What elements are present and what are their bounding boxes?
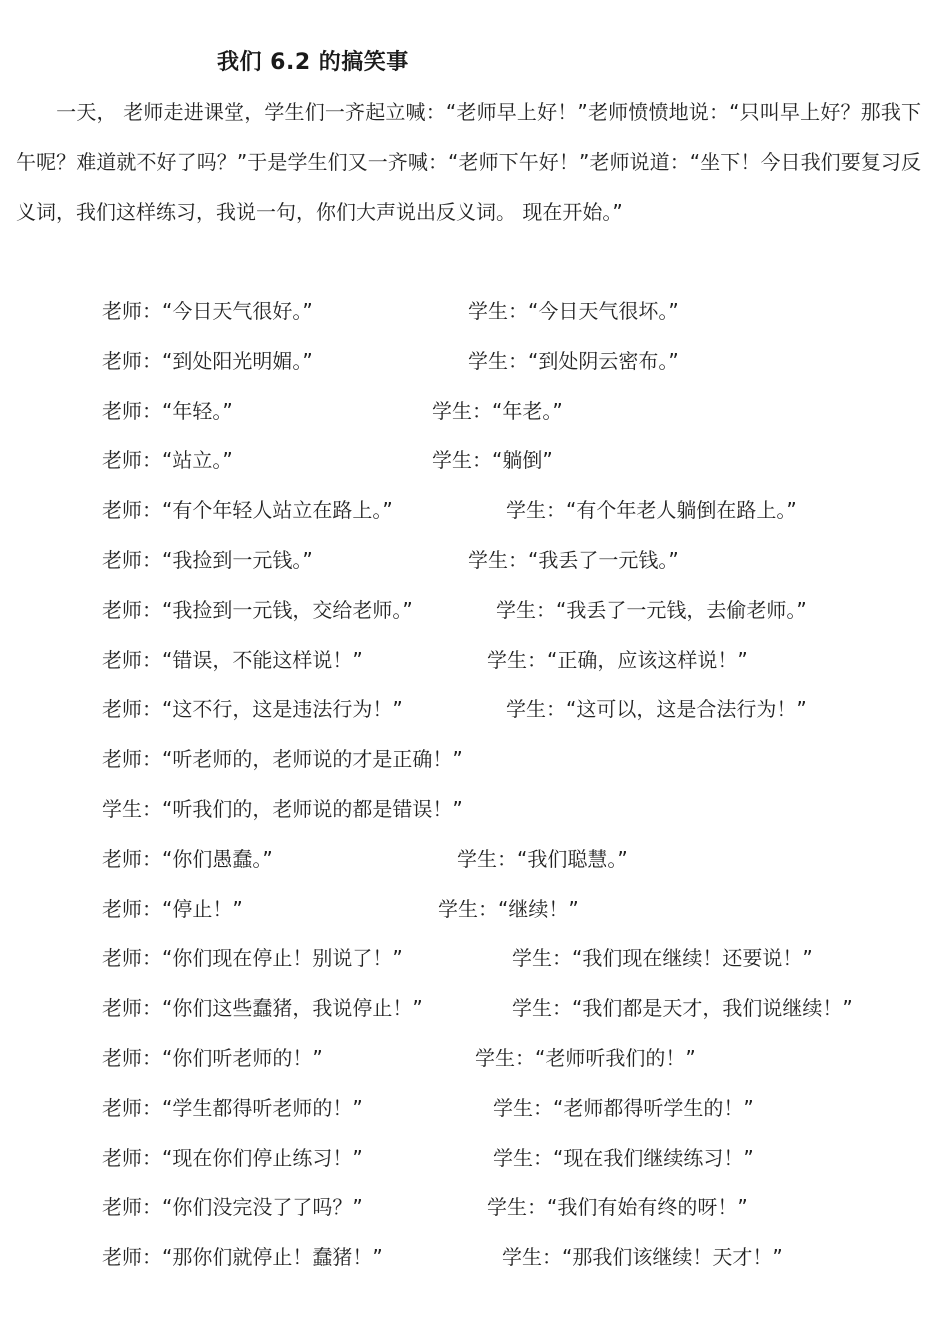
dialogue-row (102, 1084, 932, 1134)
dialogue-row (102, 984, 932, 1034)
dialogue-row (102, 685, 932, 735)
teacher-line: 老师：“听老师的，老师说的才是正确！” (102, 747, 463, 772)
teacher-line: 老师：“到处阳光明媚。” (102, 348, 313, 373)
teacher-line: 老师：“今日天气很好。” (102, 299, 313, 323)
dialogue-row (102, 387, 932, 437)
dialogue-row (102, 486, 932, 536)
teacher-line: 老师：“我捡到一元钱，交给老师。” (102, 597, 413, 622)
student-line: 学生：“我们有始有终的呀！” (487, 1195, 748, 1220)
teacher-line: 老师：“学生都得听老师的！” (102, 1095, 363, 1120)
student-line: 学生：“老师都得听学生的！” (493, 1095, 754, 1120)
dialogue-row (102, 885, 932, 935)
dialogue-row (102, 337, 932, 387)
intro-paragraph (16, 88, 921, 237)
teacher-line: 老师：“你们愚蠢。” (102, 846, 273, 871)
student-line: 学生：“我丢了一元钱，去偷老师。” (496, 597, 807, 622)
teacher-line: 老师：“那你们就停止！蠢猪！” (102, 1245, 383, 1270)
teacher-line: 老师：“这不行，这是违法行为！” (102, 697, 403, 722)
student-line: 学生：“继续！” (438, 896, 579, 921)
dialogue-row (102, 934, 932, 984)
student-line: 学生：“我们都是天才，我们说继续！” (512, 996, 853, 1021)
student-line: 学生：“有个年老人躺倒在路上。” (506, 498, 797, 523)
student-line: 学生：“我们聪慧。” (457, 846, 628, 871)
dialogue-row (102, 636, 932, 686)
teacher-line: 老师：“站立。” (102, 448, 233, 473)
teacher-line: 老师：“你们没完没了了吗？” (102, 1195, 363, 1220)
dialogue-row (102, 1134, 932, 1184)
student-line: 学生：“年老。” (432, 398, 563, 423)
student-line: 学生：“躺倒” (432, 448, 553, 473)
teacher-line: 老师：“你们现在停止！别说了！” (102, 946, 403, 971)
dialogue-row (102, 287, 932, 337)
dialogue-row (102, 1233, 932, 1283)
student-line: 学生：“听我们的，老师说的都是错误！” (102, 796, 463, 821)
student-line: 学生：“这可以，这是合法行为！” (506, 697, 807, 722)
student-line: 学生：“我们现在继续！还要说！” (512, 946, 813, 971)
teacher-line: 老师：“停止！” (102, 896, 243, 921)
student-line: 学生：“今日天气很坏。” (468, 299, 679, 323)
student-line: 学生：“那我们该继续！天才！” (502, 1245, 783, 1270)
student-line: 学生：“我丢了一元钱。” (468, 547, 679, 572)
dialogue-row (102, 1034, 932, 1084)
teacher-line: 老师：“我捡到一元钱。” (102, 547, 313, 572)
dialogue-row (102, 536, 932, 586)
teacher-line: 老师：“你们听老师的！” (102, 1045, 323, 1070)
dialogue-row (102, 436, 932, 486)
teacher-line: 老师：“有个年轻人站立在路上。” (102, 498, 393, 523)
teacher-line: 老师：“错误，不能这样说！” (102, 647, 363, 672)
dialogue-row (102, 735, 932, 785)
teacher-line: 老师：“你们这些蠢猪，我说停止！” (102, 996, 423, 1021)
dialogue-row (102, 1183, 932, 1233)
teacher-line: 老师：“年轻。” (102, 398, 233, 423)
teacher-line: 老师：“现在你们停止练习！” (102, 1145, 363, 1170)
dialogue-row (102, 785, 932, 835)
student-line: 学生：“正确，应该这样说！” (487, 647, 748, 672)
dialogue-row (102, 835, 932, 885)
dialogue-row (102, 586, 932, 636)
dialogue-list (102, 287, 932, 1283)
student-line: 学生：“现在我们继续练习！” (493, 1145, 754, 1170)
page-title: 我们 6.2 的搞笑事 (217, 50, 409, 75)
intro-text: 一天， 老师走进课堂，学生们一齐起立喊：“老师早上好！”老师愤愤地说：“只叫早上好？那我下午呢？难道就不好了吗？”于是学生们又一齐喊：“老师下午好！”老师说道：“坐下！今日我们要复习反义词，我们这样练习，我说一句，你们大声说出反义词。 现在开始。” (16, 100, 921, 224)
student-line: 学生：“老师听我们的！” (475, 1045, 696, 1070)
student-line: 学生：“到处阴云密布。” (468, 348, 679, 373)
